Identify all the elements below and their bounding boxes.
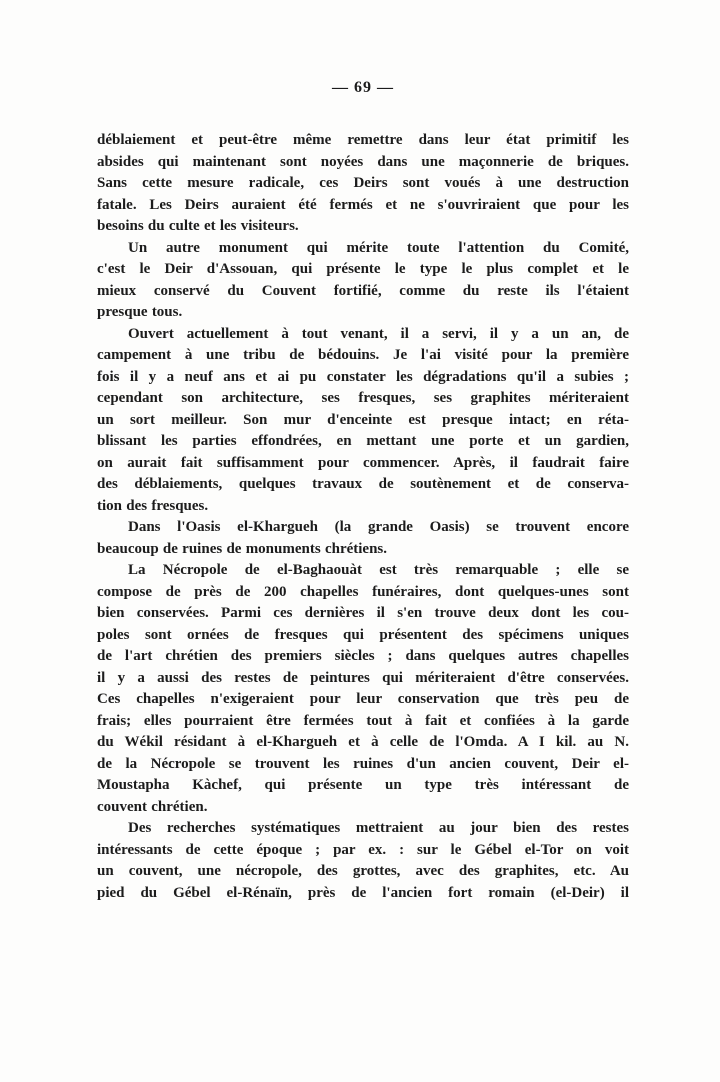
text-line: déblaiement et peut-être même remettre dans leur état primitif les xyxy=(97,132,629,148)
text-line: compose de près de 200 chapelles funéraires, dont quelques-unes sont xyxy=(97,583,629,600)
text-line: il y a aussi des restes de peintures qui mériteraient d'être conservées. xyxy=(97,669,629,686)
paragraph xyxy=(97,130,629,238)
text-line: besoins du culte et les visiteurs. xyxy=(97,218,299,234)
text-line: intéressants de cette époque ; par ex. : sur le Gébel el-Tor on voit xyxy=(97,841,629,858)
paragraph xyxy=(97,818,629,904)
text-line: campement à une tribu de bédouins. Je l'ai visité pour la première xyxy=(97,347,629,363)
paragraph xyxy=(97,324,629,518)
text-line: Ouvert actuellement à tout venant, il a servi, il y a un an, de xyxy=(128,325,629,342)
text-line: couvent chrétien. xyxy=(97,798,208,815)
paragraph xyxy=(97,238,629,324)
text-line: fois il y a neuf ans et ai pu constater les dégradations qu'il a subies ; xyxy=(97,368,629,385)
text-line: Sans cette mesure radicale, ces Deirs sont voués à une destruction xyxy=(97,175,629,191)
text-line: du Wékil résidant à el-Khargueh et à celle de l'Omda. A I kil. au N. xyxy=(97,734,629,750)
page-text xyxy=(97,130,629,904)
text-line: absides qui maintenant sont noyées dans une maçonnerie de briques. xyxy=(97,153,629,170)
text-line: on aurait fait suffisamment pour commencer. Après, il faudrait faire xyxy=(97,454,629,471)
text-line: un couvent, une nécropole, des grottes, avec des graphites, etc. Au xyxy=(97,863,629,879)
text-line: La Nécropole de el-Baghaouàt est très remarquable ; elle se xyxy=(128,562,629,578)
text-line: Des recherches systématiques mettraient au jour bien des restes xyxy=(128,820,629,836)
paragraph xyxy=(97,517,629,560)
text-line: bien conservées. Parmi ces dernières il s'en trouve deux dont les cou- xyxy=(97,605,629,621)
text-line: presque tous. xyxy=(97,304,183,320)
text-line: Dans l'Oasis el-Khargueh (la grande Oasis) se trouvent encore xyxy=(128,519,629,535)
text-line: des déblaiements, quelques travaux de soutènement et de conserva- xyxy=(97,476,629,492)
text-line: blissant les parties effondrées, en mettant une porte et un gardien, xyxy=(97,433,629,449)
text-line: de la Nécropole se trouvent les ruines d'un ancien couvent, Deir el- xyxy=(97,755,629,772)
page-number: — 69 — xyxy=(332,79,394,96)
text-line: tion des fresques. xyxy=(97,497,209,514)
text-line: poles sont ornées de fresques qui présentent des spécimens uniques xyxy=(97,626,629,643)
text-line: Ces chapelles n'exigeraient pour leur conservation que très peu de xyxy=(97,691,629,707)
text-line: un sort meilleur. Son mur d'enceinte est presque intact; en réta- xyxy=(97,411,629,428)
text-line: fatale. Les Deirs auraient été fermés et ne s'ouvriraient que pour les xyxy=(97,196,629,213)
text-line: cependant son architecture, ses fresques, ses graphites mériteraient xyxy=(97,390,629,406)
text-line: Un autre monument qui mérite toute l'attention du Comité, xyxy=(128,239,629,256)
text-line: mieux conservé du Couvent fortifié, comme du reste ils l'étaient xyxy=(97,282,629,299)
text-line: beaucoup de ruines de monuments chrétiens. xyxy=(97,540,388,557)
paragraph xyxy=(97,560,629,818)
text-line: pied du Gébel el-Rénaïn, près de l'ancien fort romain (el-Deir) il xyxy=(97,884,629,901)
text-line: c'est le Deir d'Assouan, qui présente le type le plus complet et le xyxy=(97,261,629,277)
text-line: de l'art chrétien des premiers siècles ; dans quelques autres chapelles xyxy=(97,648,629,664)
text-line: frais; elles pourraient être fermées tout à fait et confiées à la garde xyxy=(97,712,629,729)
text-line: Moustapha Kàchef, qui présente un type très intéressant de xyxy=(97,777,629,793)
